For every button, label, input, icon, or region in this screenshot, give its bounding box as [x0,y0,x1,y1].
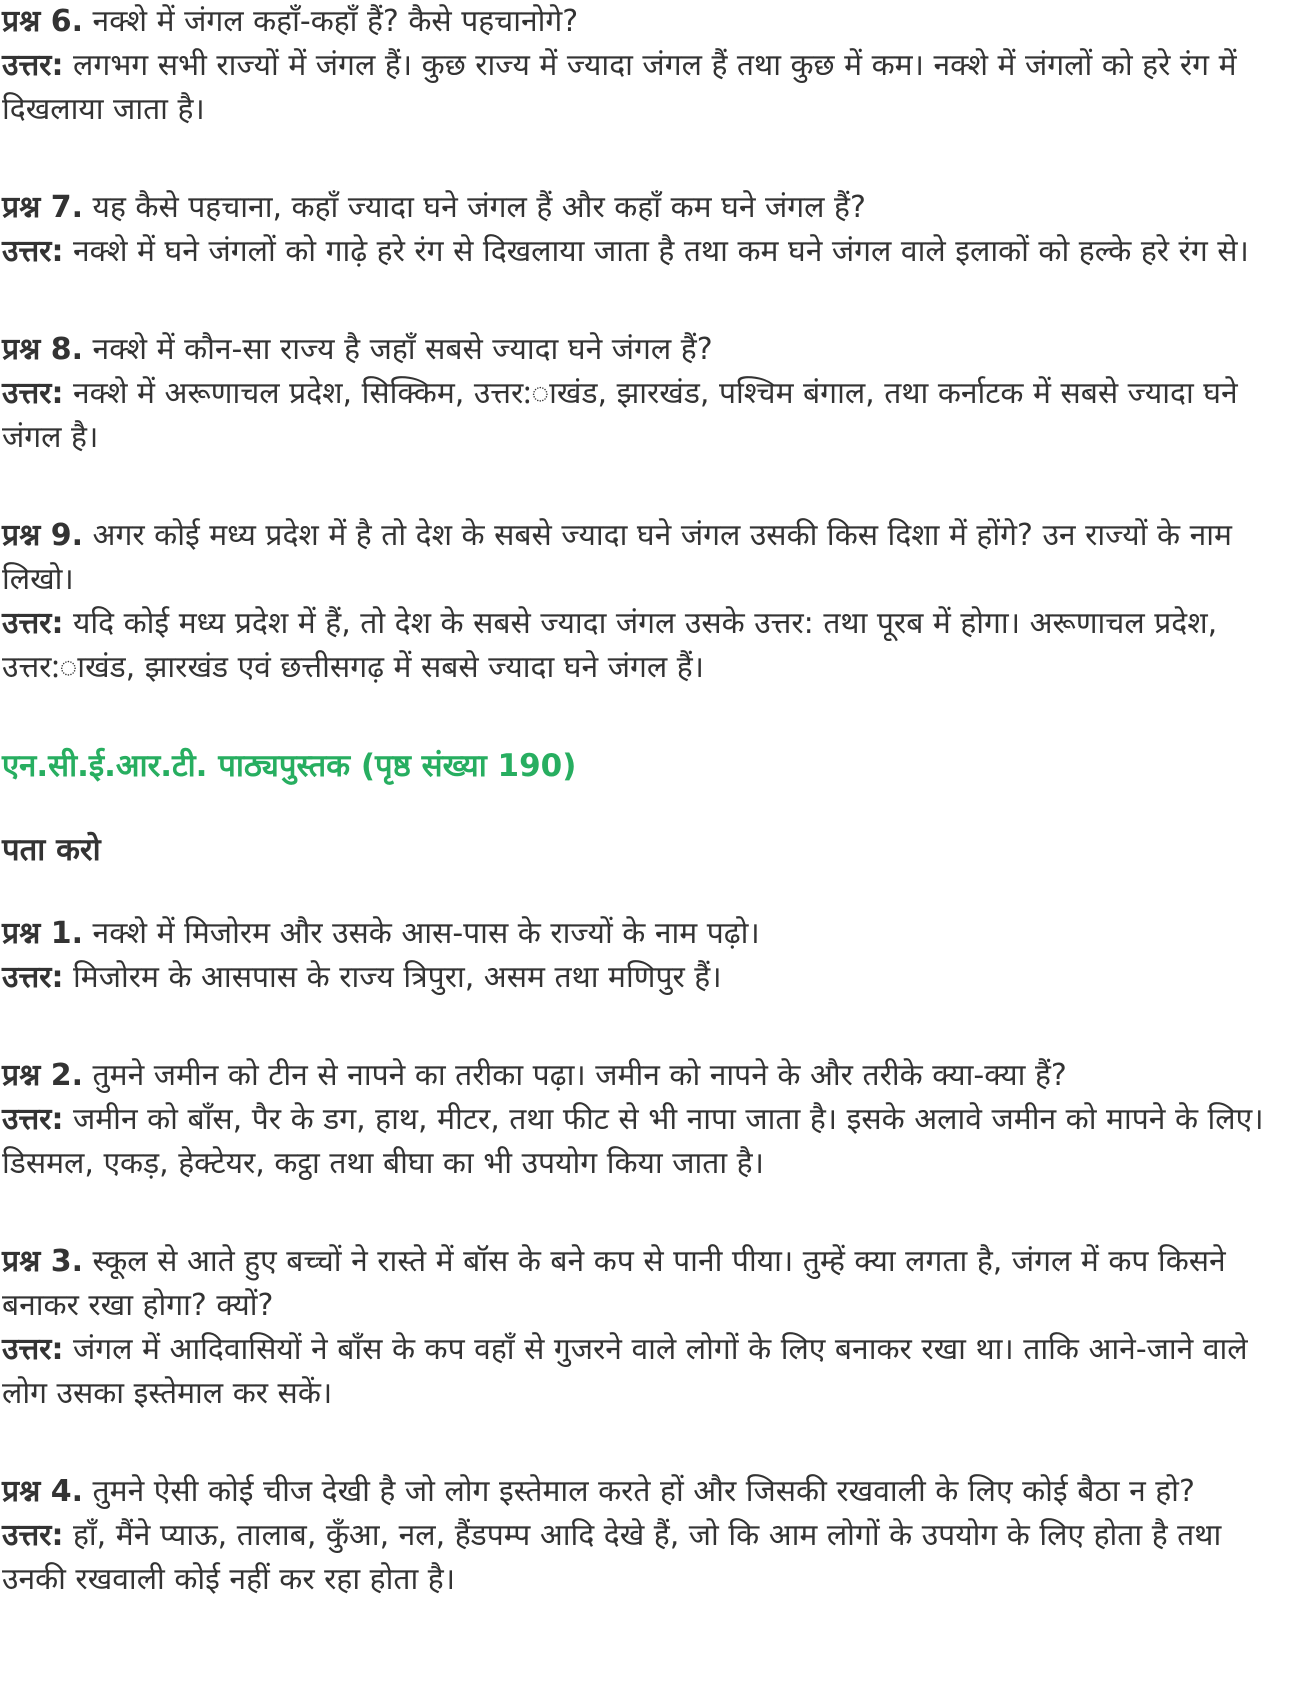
question-text: अगर कोई मध्य प्रदेश में है तो देश के सबसे ज्यादा घने जंगल उसकी किस दिशा में होंगे? उन राज्यों के नाम लिखो। [2,518,1232,597]
question [2,912,1290,956]
answer-text: मिजोरम के आसपास के राज्य त्रिपुरा, असम तथा मणिपुर हैं। [72,960,722,995]
question [2,1470,1290,1514]
answer-label: उत्तर: [2,48,64,83]
qa-item [2,514,1290,690]
section-heading: एन.सी.ई.आर.टी. पाठ्यपुस्तक (पृष्ठ संख्या 190) [2,748,577,784]
answer-label: उत्तर: [2,1332,64,1367]
answer-text: यदि कोई मध्य प्रदेश में हैं, तो देश के सबसे ज्यादा जंगल उसके उत्तर: तथा पूरब में होगा। अरूणाचल प्रदेश, उत्तर:ाखंड, झारखंड एवं छत्तीसगढ़ में सबसे ज्यादा घने जंगल हैं। [2,606,1218,685]
question [2,1054,1290,1098]
answer-text: हाँ, मैंने प्याऊ, तालाब, कुँआ, नल, हैंडपम्प आदि देखे हैं, जो कि आम लोगों के उपयोग के लिए होता है तथा उनकी रखवाली कोई नहीं कर रहा होता है। [2,1518,1222,1597]
answer [2,230,1290,274]
answer [2,956,1290,1000]
question-label: प्रश्न 8. [2,332,83,367]
question-label: प्रश्न 4. [2,1474,83,1509]
question-text: नक्शे में जंगल कहाँ-कहाँ हैं? कैसे पहचानोगे? [92,4,579,39]
qa-item [2,1240,1290,1416]
question-text: तुमने ऐसी कोई चीज देखी है जो लोग इस्तेमाल करते हों और जिसकी रखवाली के लिए कोई बैठा न हो? [92,1474,1195,1509]
answer-label: उत्तर: [2,376,64,411]
question-label: प्रश्न 2. [2,1058,83,1093]
question-text: यह कैसे पहचाना, कहाँ ज्यादा घने जंगल हैं और कहाँ कम घने जंगल हैं? [92,190,866,225]
question [2,328,1290,372]
answer-label: उत्तर: [2,234,64,269]
question-text: नक्शे में मिजोरम और उसके आस-पास के राज्यों के नाम पढ़ो। [92,916,760,951]
answer-text: नक्शे में अरूणाचल प्रदेश, सिक्किम, उत्तर:ाखंड, झारखंड, पश्चिम बंगाल, तथा कर्नाटक में सबसे ज्यादा घने जंगल है। [2,376,1238,455]
answer [2,602,1290,690]
question-text: स्कूल से आते हुए बच्चों ने रास्ते में बॉस के बने कप से पानी पीया। तुम्हें क्या लगता है, जंगल में कप किसने बनाकर रखा होगा? क्यों? [2,1244,1226,1323]
answer-label: उत्तर: [2,606,64,641]
question-block-1 [2,0,1290,690]
answer [2,1514,1290,1602]
question-block-2 [2,912,1290,1602]
answer [2,372,1290,460]
qa-item [2,1054,1290,1186]
qa-item [2,1470,1290,1602]
qa-item [2,912,1290,1000]
qa-item [2,328,1290,460]
question [2,1240,1290,1328]
question-text: तुमने जमीन को टीन से नापने का तरीका पढ़ा। जमीन को नापने के और तरीके क्या-क्या हैं? [92,1058,1067,1093]
question [2,0,1290,44]
answer [2,1328,1290,1416]
question-label: प्रश्न 1. [2,916,83,951]
question [2,514,1290,602]
answer [2,1098,1290,1186]
question-label: प्रश्न 7. [2,190,83,225]
answer-text: जंगल में आदिवासियों ने बाँस के कप वहाँ से गुजरने वाले लोगों के लिए बनाकर रखा था। ताकि आने-जाने वाले लोग उसका इस्तेमाल कर सकें। [2,1332,1248,1411]
question-label: प्रश्न 6. [2,4,83,39]
answer-text: नक्शे में घने जंगलों को गाढ़े हरे रंग से दिखलाया जाता है तथा कम घने जंगल वाले इलाकों को हल्के हरे रंग से। [72,234,1249,269]
answer [2,44,1290,132]
qa-item [2,186,1290,274]
answer-text: लगभग सभी राज्यों में जंगल हैं। कुछ राज्य में ज्यादा जंगल हैं तथा कुछ में कम। नक्शे में जंगलों को हरे रंग में दिखलाया जाता है। [2,48,1237,127]
answer-label: उत्तर: [2,960,64,995]
qa-item [2,0,1290,132]
question-text: नक्शे में कौन-सा राज्य है जहाँ सबसे ज्यादा घने जंगल हैं? [92,332,713,367]
answer-label: उत्तर: [2,1518,64,1553]
question-label: प्रश्न 9. [2,518,83,553]
question [2,186,1290,230]
answer-text: जमीन को बाँस, पैर के डग, हाथ, मीटर, तथा फीट से भी नापा जाता है। इसके अलावे जमीन को मापने के लिए। डिसमल, एकड़, हेक्टेयर, कट्ठा तथा बीघा का भी उपयोग किया जाता है। [2,1102,1264,1181]
answer-label: उत्तर: [2,1102,64,1137]
subheading: पता करो [2,832,101,868]
question-label: प्रश्न 3. [2,1244,83,1279]
